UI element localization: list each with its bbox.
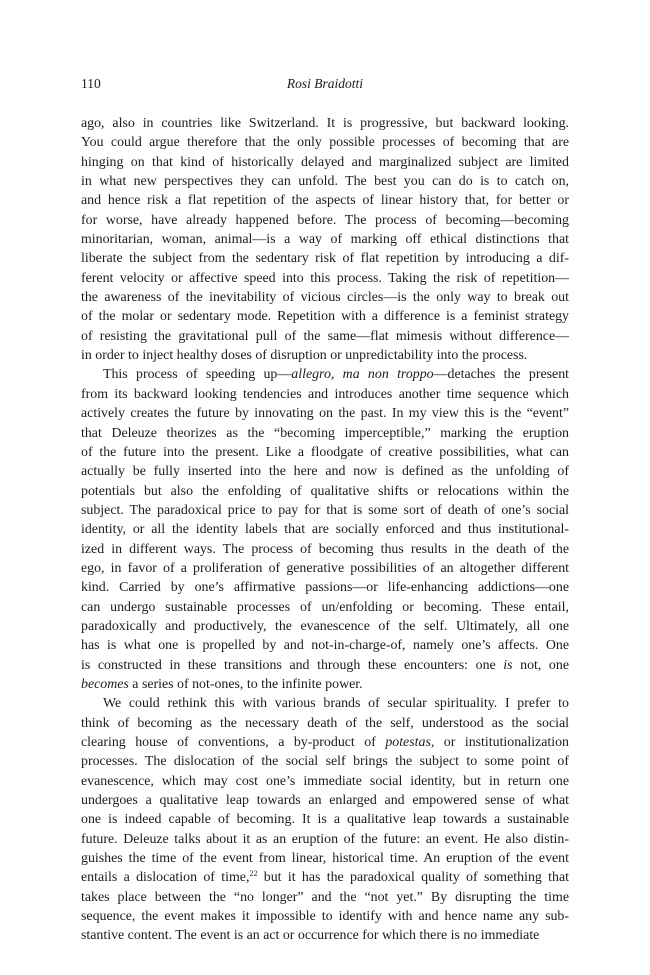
text-line <box>81 482 569 501</box>
text-line <box>81 810 569 829</box>
text-run: ego, in favor of a proliferation of generative possibilities of an altogether different <box>81 560 569 576</box>
text-run: evanescence, which may cost one’s immediate social identity, but in return one <box>81 773 569 789</box>
text-line <box>81 443 569 462</box>
text-line <box>81 675 569 694</box>
text-line <box>81 772 569 791</box>
footnote-ref: 22 <box>249 869 258 879</box>
text-run: hinging on that kind of historically delayed and marginalized subject are limited <box>81 154 569 170</box>
text-run: processes. The dislocation of the social self brings the subject to some point of <box>81 754 569 770</box>
text-line <box>81 694 569 713</box>
text-run: a series of not-ones, to the infinite power. <box>128 676 363 692</box>
text-run: identity, or all the identity labels that are socially enforced and thus institutional- <box>81 522 569 538</box>
text-line <box>81 133 569 152</box>
text-run: entails a dislocation of time, <box>81 870 250 886</box>
text-run: of resisting the gravitational pull of the same—flat mimesis without difference— <box>81 328 569 344</box>
text-line <box>81 559 569 578</box>
text-run: paradoxically and productively, the evanescence of the self. Ultimately, all one <box>81 618 569 634</box>
text-run: takes place between the “no longer” and the “not yet.” By disrupting the time <box>81 889 569 905</box>
text-line <box>81 501 569 520</box>
text-line <box>81 114 569 133</box>
text-run: clearing house of conventions, a by-product of <box>81 735 386 750</box>
italic-text: becomes <box>81 676 129 692</box>
text-run: has is what one is propelled by and not-in-charge-of, namely one’s affects. One <box>81 638 569 654</box>
text-run: from its backward looking tendencies and introduces another time sequence which <box>81 386 569 402</box>
text-line <box>81 617 569 636</box>
running-title: Rosi Braidotti <box>286 76 364 91</box>
body-text <box>81 114 569 946</box>
text-line <box>81 365 569 384</box>
text-line <box>81 269 569 288</box>
paragraph <box>81 114 569 365</box>
text-run: kind. Carried by one’s affirmative passions—or life-enhancing addictions—one <box>81 580 569 596</box>
text-run: sequence, the event makes it impossible to identify with and hence name any sub- <box>81 909 569 925</box>
page-number: 110 <box>81 76 101 91</box>
text-line <box>81 346 569 365</box>
text-line <box>81 926 569 945</box>
text-line <box>81 424 569 443</box>
text-run: think of becoming as the necessary death of the self, understood as the social <box>81 715 569 731</box>
italic-text: is <box>503 657 513 673</box>
text-run: one is indeed capable of becoming. It is a qualitative leap towards a sustainable <box>81 812 569 828</box>
text-line <box>81 520 569 539</box>
text-line <box>81 404 569 423</box>
text-run: of the future into the present. Like a floodgate of creative possibilities, what can <box>81 444 569 460</box>
text-run: for worse, have already happened before. The process of becoming—becoming <box>81 212 569 228</box>
text-run: the awareness of the inevitability of vicious circles—is the only way to break out <box>81 290 569 306</box>
text-run: is constructed in these transitions and through these encounters: one <box>81 657 504 673</box>
text-line <box>81 288 569 307</box>
paragraph <box>81 694 569 945</box>
running-head <box>81 76 569 98</box>
text-line <box>81 868 569 887</box>
text-line <box>81 598 569 617</box>
text-run: liberate the subject from the sedentary risk of flat repetition by introducing a dif- <box>81 251 569 267</box>
text-line <box>81 830 569 849</box>
text-run: —detaches the present <box>433 367 569 383</box>
text-run: not, one <box>512 657 569 673</box>
text-line <box>81 540 569 559</box>
text-line <box>81 636 569 655</box>
text-line <box>81 791 569 810</box>
text-run: future. Deleuze talks about it as an eruption of the future: an event. He also distin- <box>81 831 569 847</box>
text-run: that Deleuze theorizes as the “becoming imperceptible,” marking the eruption <box>81 425 569 441</box>
text-run: ferent velocity or affective speed into this process. Taking the risk of repetition— <box>81 270 569 286</box>
text-line <box>81 249 569 268</box>
text-line <box>81 462 569 481</box>
paragraph <box>81 365 569 694</box>
text-line <box>81 578 569 597</box>
text-line <box>81 327 569 346</box>
text-run: We could rethink this with various brands of secular spirituality. I prefer to <box>103 696 569 712</box>
text-run: of the molar or sedentary mode. Repetition with a difference is a feminist strategy <box>81 309 569 325</box>
text-run: You could argue therefore that the only possible processes of becoming that are <box>81 135 569 151</box>
text-run: actually be fully inserted into the here and now is defined as the unfolding of <box>81 464 569 480</box>
text-run: guishes the time of the event from linear, historical time. An eruption of the event <box>81 851 569 867</box>
text-run: minoritarian, woman, animal—is a way of marking off ethical distinctions that <box>81 232 569 248</box>
text-line <box>81 191 569 210</box>
text-line <box>81 714 569 733</box>
text-line <box>81 849 569 868</box>
text-line <box>81 211 569 230</box>
italic-text: allegro, ma non troppo <box>291 367 434 383</box>
text-run: but it has the paradoxical quality of something that <box>257 870 569 886</box>
text-line <box>81 752 569 771</box>
text-line <box>81 385 569 404</box>
text-line <box>81 907 569 926</box>
text-run: and hence risk a flat repetition of the aspects of linear history that, for better or <box>81 193 569 209</box>
text-run: subject. The paradoxical price to pay for that is some sort of death of one’s social <box>81 502 569 518</box>
text-line <box>81 733 569 752</box>
text-run: ized in different ways. The process of becoming thus results in the death of the <box>81 541 569 557</box>
text-run: This process of speeding up— <box>103 367 292 383</box>
text-run: can undergo sustainable processes of un/enfolding or becoming. These entail, <box>81 599 569 615</box>
text-run: ago, also in countries like Switzerland. It is progressive, but backward looking. <box>81 116 569 131</box>
text-run: stantive content. The event is an act or occurrence for which there is no immediate <box>81 928 540 944</box>
text-line <box>81 172 569 191</box>
text-run: actively creates the future by innovating on the past. In my view this is the “event” <box>81 406 569 422</box>
text-line <box>81 230 569 249</box>
text-run: in what new perspectives they can unfold. The best you can do is to catch on, <box>81 174 569 190</box>
text-run: undergoes a qualitative leap towards an enlarged and empowered sense of what <box>81 793 569 809</box>
text-line <box>81 153 569 172</box>
text-run: potentials but also the enfolding of qualitative shifts or relocations within the <box>81 483 569 499</box>
italic-text: potestas <box>385 735 431 750</box>
text-line <box>81 307 569 326</box>
text-run: , or institutionalization <box>430 735 569 750</box>
text-line <box>81 656 569 675</box>
text-line <box>81 888 569 907</box>
text-run: in order to inject healthy doses of disruption or unpredictability into the process. <box>81 348 528 364</box>
